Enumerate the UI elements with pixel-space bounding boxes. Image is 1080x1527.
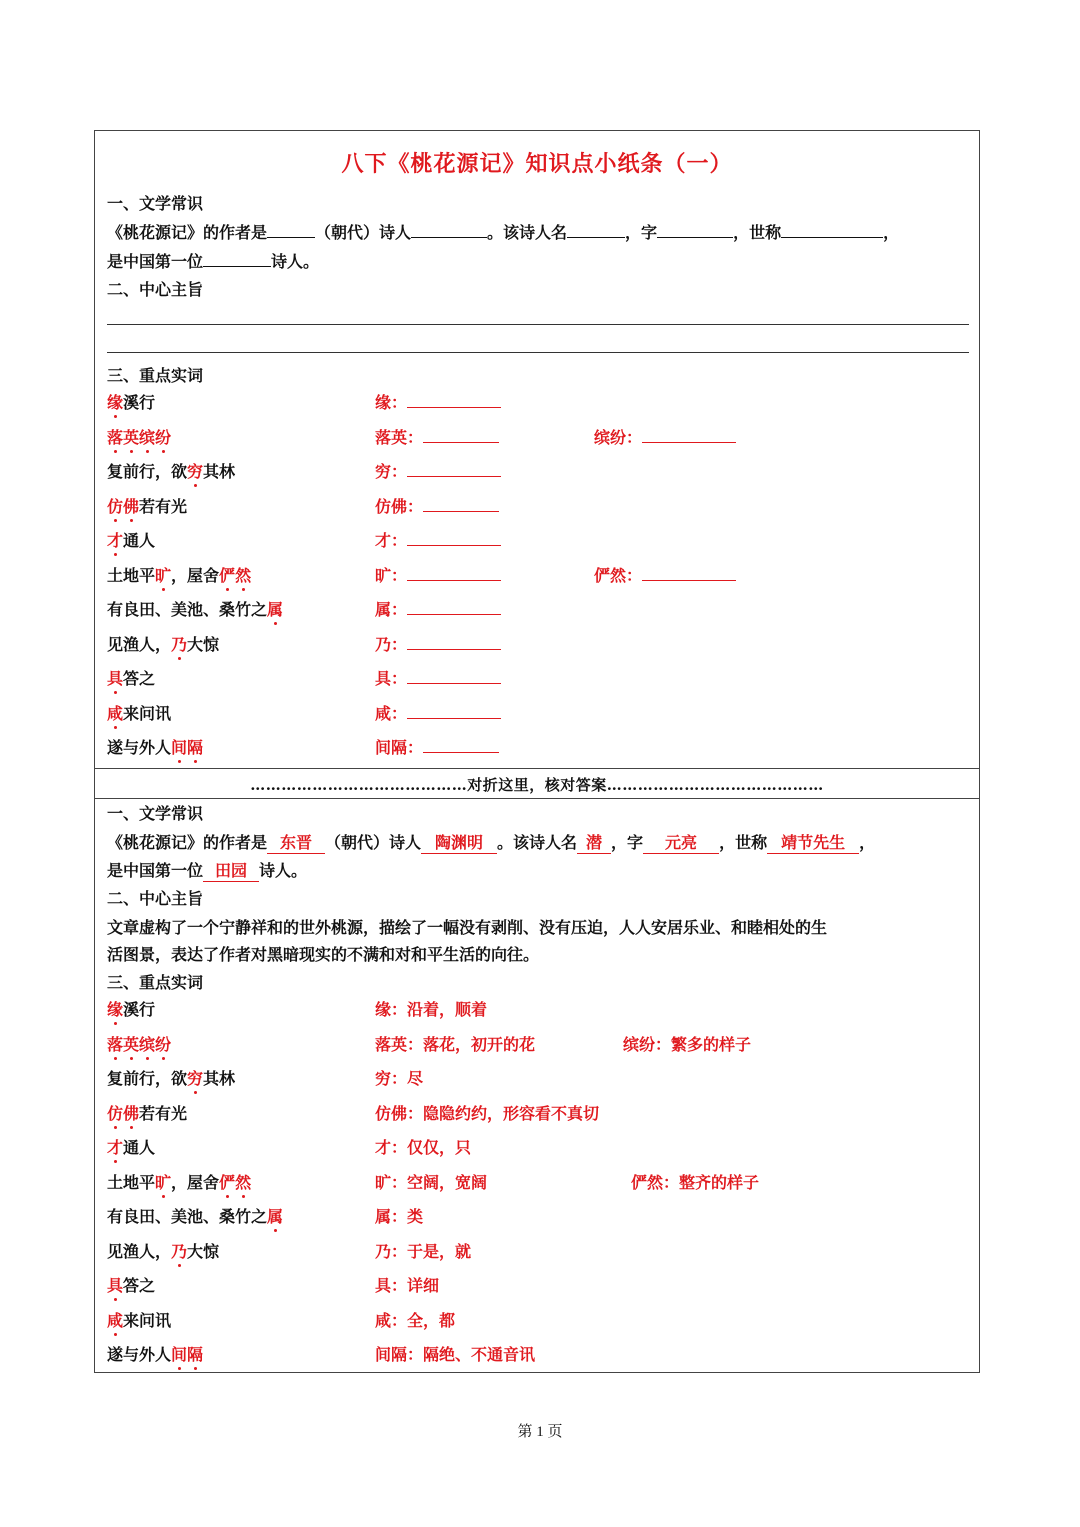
answer-section <box>95 799 979 1373</box>
vocab-term: 落英： <box>375 425 499 448</box>
vocab-blank[interactable] <box>423 426 499 443</box>
dotted-char: 俨 <box>219 565 236 585</box>
page-number: 第 1 页 <box>517 1424 563 1440</box>
answer-line-1[interactable] <box>107 324 969 325</box>
dotted-char: 属 <box>267 1207 284 1226</box>
vocab-keyword <box>267 600 283 619</box>
vocab-sentence: 见渔人，乃大惊 <box>107 634 220 654</box>
vocab-blank[interactable] <box>423 736 499 753</box>
vocab-row <box>107 1066 969 1092</box>
vocab-sentence: 遂与外人间隔 <box>107 1345 204 1364</box>
vocab-blank[interactable] <box>407 460 501 477</box>
vocab-sentence: 缘溪行 <box>107 393 156 412</box>
vocab-term: 具：详细 <box>375 1276 440 1295</box>
answer-heading-vocab: 三、重点实词 <box>107 973 204 992</box>
vocab-blank[interactable] <box>407 529 501 546</box>
heading-vocab: 三、重点实词 <box>107 366 204 385</box>
vocab-sentence: 土地平旷，屋舍俨然 <box>107 1172 252 1192</box>
vocab-term: 咸： <box>375 701 501 724</box>
dotted-char: 缘 <box>107 1000 124 1019</box>
vocab-keyword <box>219 566 251 585</box>
vocab-term-2: 俨然：整齐的样子 <box>631 1172 760 1192</box>
intro-line-2: 是中国第一位 诗人。 <box>107 252 320 271</box>
vocab-row <box>107 1273 969 1299</box>
intro-line-1: 《桃花源记》的作者是 （朝代）诗人 。该诗人名 ，字 ，世称 ， <box>107 223 900 242</box>
vocab-keyword <box>107 1276 123 1295</box>
dotted-char: 旷 <box>155 1172 172 1192</box>
dotted-char: 英 <box>123 427 140 447</box>
dotted-char: 咸 <box>107 1310 124 1330</box>
vocab-term: 才：仅仅，只 <box>375 1138 472 1157</box>
blank-poet[interactable] <box>411 237 487 238</box>
vocab-term: 才： <box>375 528 501 551</box>
vocab-keyword <box>155 1173 171 1192</box>
vocab-sentence <box>107 1032 171 1055</box>
vocab-row <box>107 1032 969 1058</box>
vocab-sentence: 缘溪行 <box>107 1000 156 1019</box>
dotted-char: 穷 <box>187 462 204 481</box>
dotted-char: 才 <box>107 1138 124 1157</box>
vocab-term: 落英：落花，初开的花 <box>375 1034 536 1054</box>
answer-courtesy: 元亮 <box>643 830 719 854</box>
answer-poet: 陶渊明 <box>421 830 497 854</box>
dotted-char: 佛 <box>123 1103 140 1123</box>
vocab-row <box>107 1239 969 1265</box>
dotted-char: 乃 <box>171 1241 188 1261</box>
blank-name[interactable] <box>567 237 625 238</box>
theme-text-1: 文章虚构了一个宁静祥和的世外桃源，描绘了一幅没有剥削、没有压迫，人人安居乐业、和睦相处的生 <box>107 918 828 937</box>
blank-title[interactable] <box>781 237 883 238</box>
vocab-sentence: 仿佛若有光 <box>107 1103 188 1123</box>
heading-theme: 二、中心主旨 <box>107 280 204 299</box>
vocab-row <box>107 1308 969 1334</box>
vocab-keyword <box>171 1345 203 1364</box>
dotted-char: 隔 <box>187 738 204 757</box>
vocab-blank[interactable] <box>407 564 501 581</box>
vocab-term: 旷：空阔，宽阔 <box>375 1172 488 1192</box>
dotted-char: 乃 <box>171 634 188 654</box>
answer-intro-line-1: 《桃花源记》的作者是 东晋 （朝代）诗人 陶渊明 。该诗人名 潜 ，字 元亮 ，世称 靖节先生 ， <box>107 830 969 854</box>
vocab-keyword <box>219 1173 251 1192</box>
vocab-term: 穷：尽 <box>375 1069 424 1088</box>
heading-literature: 一、文学常识 <box>107 194 204 213</box>
vocab-blank[interactable] <box>423 495 499 512</box>
theme-text-2: 活图景，表达了作者对黑暗现实的不满和对和平生活的向往。 <box>107 945 540 964</box>
dotted-char: 咸 <box>107 703 124 723</box>
vocab-term: 咸：全，都 <box>375 1310 456 1330</box>
vocab-sentence: 见渔人，乃大惊 <box>107 1241 220 1261</box>
vocab-row <box>107 701 969 727</box>
vocab-keyword <box>171 738 203 757</box>
vocab-sentence <box>107 425 171 448</box>
vocab-sentence: 仿佛若有光 <box>107 496 188 516</box>
dotted-char: 缘 <box>107 393 124 412</box>
vocab-row <box>107 735 969 761</box>
vocab-sentence: 具答之 <box>107 669 156 688</box>
vocab-blank[interactable] <box>407 667 501 684</box>
worksheet <box>94 130 980 1373</box>
vocab-keyword <box>107 1138 123 1157</box>
dotted-char: 缤 <box>139 1034 156 1054</box>
answer-dynasty: 东晋 <box>267 830 325 854</box>
answer-heading-literature: 一、文学常识 <box>107 804 204 823</box>
vocab-term: 仿佛：隐隐约约，形容看不真切 <box>375 1103 600 1123</box>
vocab-blank[interactable] <box>642 426 736 443</box>
dotted-char: 落 <box>107 1034 124 1054</box>
vocab-keyword <box>107 1311 123 1330</box>
vocab-keyword <box>171 1242 187 1261</box>
dotted-char: 英 <box>123 1034 140 1054</box>
vocab-keyword <box>187 462 203 481</box>
vocab-term: 缘： <box>375 390 501 413</box>
vocab-row <box>107 459 969 485</box>
vocab-term-2: 缤纷： <box>594 425 736 448</box>
vocab-row <box>107 1204 969 1230</box>
vocab-row <box>107 1135 969 1161</box>
vocab-row <box>107 563 969 589</box>
vocab-keyword <box>107 531 123 550</box>
vocab-sentence: 有良田、美池、桑竹之属 <box>107 600 284 619</box>
vocab-blank[interactable] <box>407 598 501 615</box>
blank-dynasty[interactable] <box>267 237 315 238</box>
vocab-term: 属：类 <box>375 1207 424 1226</box>
vocab-term: 乃： <box>375 632 501 655</box>
vocab-keyword <box>107 1104 139 1123</box>
vocab-keyword <box>267 1207 283 1226</box>
vocab-sentence: 才通人 <box>107 1138 156 1157</box>
dotted-char: 具 <box>107 1276 124 1295</box>
dotted-char: 穷 <box>187 1069 204 1088</box>
vocab-sentence: 复前行，欲穷其林 <box>107 1069 236 1088</box>
vocab-keyword <box>171 635 187 654</box>
vocab-row <box>107 997 969 1023</box>
vocab-sentence: 具答之 <box>107 1276 156 1295</box>
vocab-row <box>107 494 969 520</box>
vocab-sentence: 咸来问讯 <box>107 1310 172 1330</box>
vocab-row <box>107 666 969 692</box>
vocab-sentence: 复前行，欲穷其林 <box>107 462 236 481</box>
vocab-sentence: 咸来问讯 <box>107 703 172 723</box>
dotted-char: 纷 <box>155 1034 172 1054</box>
answer-heading-theme: 二、中心主旨 <box>107 889 204 908</box>
vocab-term: 仿佛： <box>375 494 499 517</box>
vocab-keyword <box>107 669 123 688</box>
vocab-keyword <box>155 566 171 585</box>
vocab-blank[interactable] <box>407 702 501 719</box>
dotted-char: 佛 <box>123 496 140 516</box>
question-section <box>95 131 979 769</box>
dotted-char: 隔 <box>187 1345 204 1364</box>
vocab-keyword <box>107 1000 123 1019</box>
dotted-char: 具 <box>107 669 124 688</box>
vocab-keyword <box>107 704 123 723</box>
dotted-char: 属 <box>267 600 284 619</box>
dotted-char: 间 <box>171 738 188 757</box>
dotted-char: 仿 <box>107 496 124 516</box>
vocab-row <box>107 390 969 416</box>
page-title: 八下《桃花源记》知识点小纸条（一） <box>341 151 733 177</box>
vocab-term: 间隔：隔绝、不通音讯 <box>375 1345 536 1364</box>
vocab-term: 乃：于是，就 <box>375 1241 472 1261</box>
vocab-term-2: 俨然： <box>594 563 736 586</box>
vocab-sentence: 土地平旷，屋舍俨然 <box>107 565 252 585</box>
dotted-char: 间 <box>171 1345 188 1364</box>
answer-first: 田园 <box>203 858 259 882</box>
dotted-char: 旷 <box>155 565 172 585</box>
vocab-sentence: 有良田、美池、桑竹之属 <box>107 1207 284 1226</box>
dotted-char: 纷 <box>155 427 172 447</box>
blank-courtesy[interactable] <box>657 237 733 238</box>
dotted-char: 仿 <box>107 1103 124 1123</box>
vocab-row <box>107 1342 969 1368</box>
vocab-keyword <box>107 497 139 516</box>
vocab-row <box>107 425 969 451</box>
vocab-keyword <box>187 1069 203 1088</box>
vocab-row <box>107 1170 969 1196</box>
vocab-sentence: 遂与外人间隔 <box>107 738 204 757</box>
vocab-term: 旷： <box>375 563 501 586</box>
vocab-term: 属： <box>375 597 501 620</box>
vocab-row <box>107 528 969 554</box>
vocab-term-2: 缤纷：繁多的样子 <box>623 1034 752 1054</box>
vocab-keyword <box>107 393 123 412</box>
vocab-term: 缘：沿着，顺着 <box>375 1000 488 1019</box>
dotted-char: 落 <box>107 427 124 447</box>
fold-instruction: ……………………………………对折这里，核对答案…………………………………… <box>250 776 824 794</box>
vocab-row <box>107 632 969 658</box>
vocab-term: 穷： <box>375 459 501 482</box>
vocab-sentence: 才通人 <box>107 531 156 550</box>
answer-line-2[interactable] <box>107 352 969 353</box>
dotted-char: 然 <box>235 1172 252 1192</box>
blank-first[interactable] <box>203 266 271 267</box>
vocab-keyword <box>107 1035 171 1054</box>
vocab-keyword <box>107 428 171 447</box>
vocab-term: 具： <box>375 666 501 689</box>
vocab-row <box>107 1101 969 1127</box>
dotted-char: 才 <box>107 531 124 550</box>
answer-intro-line-2: 是中国第一位 田园 诗人。 <box>107 858 969 882</box>
answer-name: 潜 <box>577 830 611 854</box>
vocab-blank[interactable] <box>407 633 501 650</box>
vocab-blank[interactable] <box>407 391 501 408</box>
vocab-row <box>107 597 969 623</box>
dotted-char: 缤 <box>139 427 156 447</box>
vocab-blank[interactable] <box>642 564 736 581</box>
dotted-char: 俨 <box>219 1172 236 1192</box>
dotted-char: 然 <box>235 565 252 585</box>
fold-line <box>95 769 979 799</box>
answer-title: 靖节先生 <box>767 830 859 854</box>
vocab-term: 间隔： <box>375 735 499 758</box>
